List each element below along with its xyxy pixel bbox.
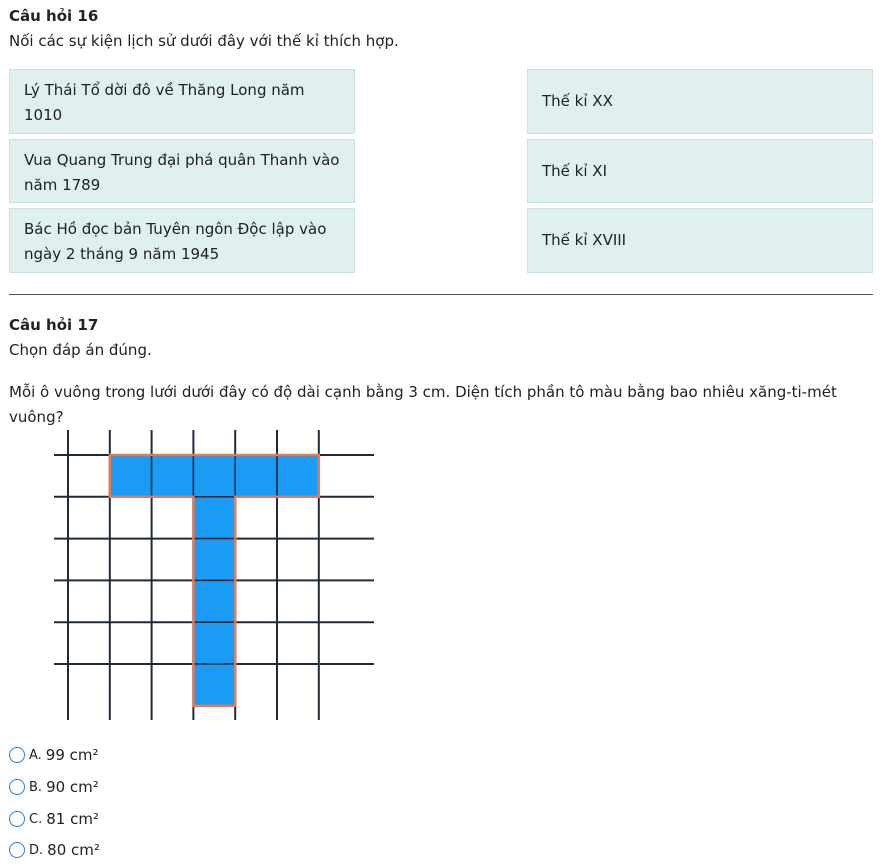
radio-circle-icon[interactable] (9, 811, 25, 827)
option-letter: D. (29, 842, 44, 858)
shaded-cell (193, 664, 235, 706)
shaded-cell (193, 622, 235, 664)
century-card-1[interactable]: Thế kỉ XX (527, 69, 873, 134)
option-d[interactable] (9, 840, 100, 860)
radio-circle-icon[interactable] (9, 747, 25, 763)
question-16-prompt: Nối các sự kiện lịch sử dưới đây với thế kỉ thích hợp. (9, 32, 399, 50)
question-17-title: Câu hỏi 17 (9, 316, 99, 334)
question-divider (9, 294, 873, 295)
shaded-cell (235, 455, 277, 497)
shaded-cell (277, 455, 319, 497)
shaded-cell (193, 580, 235, 622)
shaded-cell (193, 539, 235, 581)
event-card-2[interactable]: Vua Quang Trung đại phá quân Thanh vào năm 1789 (9, 139, 355, 203)
option-b[interactable] (9, 777, 99, 797)
shaded-cell (152, 455, 194, 497)
event-card-1[interactable]: Lý Thái Tổ dời đô về Thăng Long năm 1010 (9, 69, 355, 134)
option-letter: A. (29, 747, 42, 763)
option-text: 99 cm² (45, 746, 99, 764)
option-c[interactable] (9, 809, 99, 829)
century-card-3[interactable]: Thế kỉ XVIII (527, 208, 873, 273)
t-shape-outline (110, 455, 319, 706)
event-card-3[interactable]: Bác Hồ đọc bản Tuyên ngôn Độc lập vào ngày 2 tháng 9 năm 1945 (9, 208, 355, 273)
radio-circle-icon[interactable] (9, 842, 25, 858)
question-16-title: Câu hỏi 16 (9, 7, 99, 25)
century-card-2[interactable]: Thế kỉ XI (527, 139, 873, 203)
grid-lines (54, 430, 374, 720)
problem-statement: Mỗi ô vuông trong lưới dưới đây có độ dài cạnh bằng 3 cm. Diện tích phần tô màu bằng bao nhiêu xăng-ti-mét vuông? (9, 383, 837, 426)
option-text: 90 cm² (46, 778, 99, 796)
option-letter: B. (29, 779, 43, 795)
option-a[interactable] (9, 745, 99, 765)
question-17-prompt: Chọn đáp án đúng. (9, 341, 152, 359)
shaded-cell (110, 455, 152, 497)
radio-circle-icon[interactable] (9, 779, 25, 795)
shaded-cell (193, 497, 235, 539)
option-text: 80 cm² (47, 841, 100, 859)
option-letter: C. (29, 811, 43, 827)
option-text: 81 cm² (46, 810, 99, 828)
shaded-cell (193, 455, 235, 497)
shaded-t-shape (110, 455, 319, 706)
